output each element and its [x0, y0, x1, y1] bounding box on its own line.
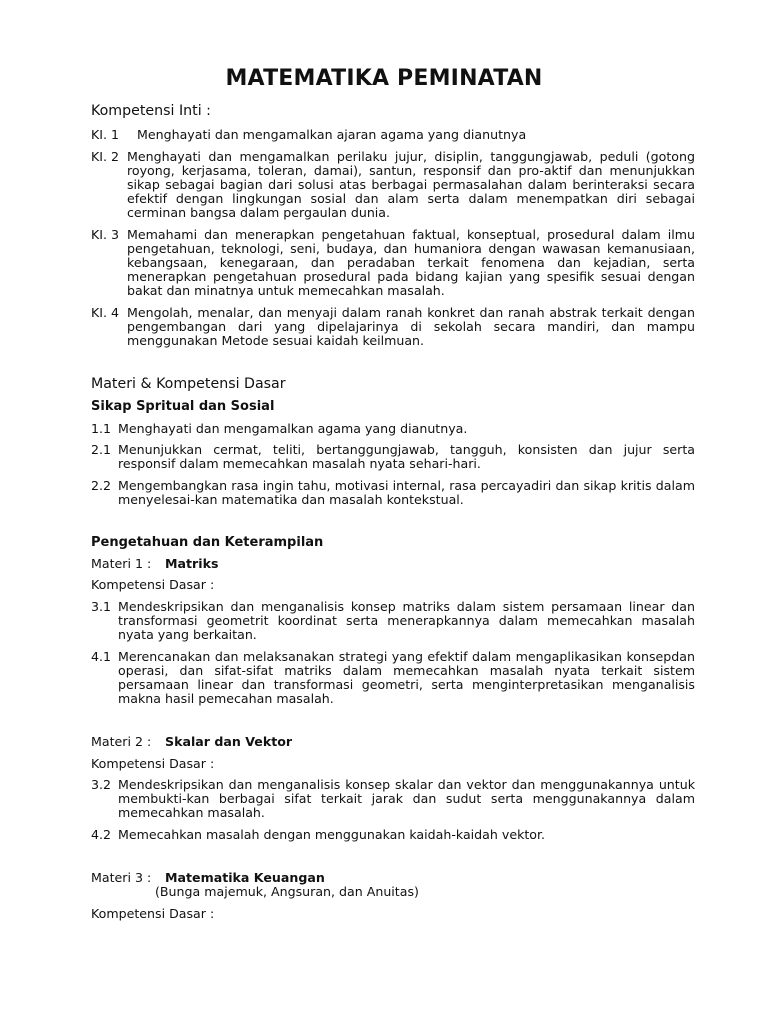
kd-text: Menunjukkan cermat, teliti, bertanggungjawab, tangguh, konsisten dan jujur serta responsif dalam memecahkan masalah nyata sehari-hari.	[118, 442, 695, 471]
kd-number: 2.1	[91, 442, 112, 457]
ki-number: KI. 4	[91, 305, 119, 320]
kd-number: 3.2	[91, 777, 112, 792]
materi-subtitle: (Bunga majemuk, Angsuran, dan Anuitas)	[155, 884, 419, 899]
materi-label: Materi 3 :	[91, 870, 152, 885]
sikap-heading: Sikap Spritual dan Sosial	[91, 399, 275, 414]
ki-number: KI. 3	[91, 227, 119, 242]
kd-text: Mendeskripsikan dan menganalisis konsep matriks dalam sistem persamaan linear dan transformasi geometrit koordinat serta menerapkannya dalam memecahkan masalah nyata yang berkaitan.	[118, 599, 695, 642]
materi-label: Materi 1 :	[91, 556, 152, 571]
ki-number: KI. 1	[91, 127, 119, 142]
kd-number: 1.1	[91, 421, 112, 436]
materi-name: Skalar dan Vektor	[165, 734, 293, 749]
ki-text: Menghayati dan mengamalkan ajaran agama yang dianutnya	[137, 127, 527, 142]
kd-text: Mengembangkan rasa ingin tahu, motivasi internal, rasa percayadiri dan sikap kritis dalam menyelesai-kan matematika dan masalah kontekstual.	[118, 478, 695, 507]
kompetensi-inti-heading: Kompetensi Inti :	[91, 103, 211, 119]
kd-text: Merencanakan dan melaksanakan strategi yang efektif dalam mengaplikasikan konsepdan operasi, dan sifat-sifat matriks dalam memecahkan masalah nyata terkait sistem persamaan linear dan transformasi geometri, serta menginterpretasikan menganalisis makna hasil pemecahan masalah.	[118, 649, 695, 706]
kd-text: Menghayati dan mengamalkan agama yang dianutnya.	[118, 421, 468, 436]
kd-text: Mendeskripsikan dan menganalisis konsep skalar dan vektor dan menggunakannya untuk membukti-kan berbagai sifat terkait jarak dan sudut serta menggunakannya dalam memecahkan masalah.	[118, 777, 695, 820]
ki-text: Menghayati dan mengamalkan perilaku jujur, disiplin, tanggungjawab, peduli (gotong royong, kerjasama, toleran, damai), santun, responsif dan pro-aktif dan menunjukkan sikap sebagai bagian dari solusi atas berbagai permasalahan dalam berinteraksi secara efektif dengan lingkungan sosial dan alam serta dalam menempatkan diri sebagai cerminan bangsa dalam pergaulan dunia.	[127, 149, 695, 220]
ki-text: Memahami dan menerapkan pengetahuan faktual, konseptual, prosedural dalam ilmu pengetahuan, teknologi, seni, budaya, dan humaniora dengan wawasan kemanusiaan, kebangsaan, kenegaraan, dan peradaban terkait fenomena dan kejadian, serta menerapkan pengetahuan prosedural pada bidang kajian yang spesifik sesuai dengan bakat dan minatnya untuk memecahkan masalah.	[127, 227, 695, 298]
ki-text: Mengolah, menalar, dan menyaji dalam ranah konkret dan ranah abstrak terkait dengan pengembangan dari yang dipelajarinya di sekolah secara mandiri, dan mampu menggunakan Metode sesuai kaidah keilmuan.	[127, 305, 695, 348]
ki-number: KI. 2	[91, 149, 119, 164]
kd-number: 4.1	[91, 649, 112, 664]
page-title: MATEMATIKA PEMINATAN	[225, 66, 543, 91]
materi-name: Matematika Keuangan	[165, 870, 325, 885]
kd-number: 3.1	[91, 599, 112, 614]
kd-label: Kompetensi Dasar :	[91, 906, 215, 921]
kd-label: Kompetensi Dasar :	[91, 577, 215, 592]
materi-kd-heading: Materi & Kompetensi Dasar	[91, 376, 286, 392]
pengetahuan-heading: Pengetahuan dan Keterampilan	[91, 535, 324, 550]
kd-label: Kompetensi Dasar :	[91, 756, 215, 771]
materi-label: Materi 2 :	[91, 734, 152, 749]
kd-number: 2.2	[91, 478, 112, 493]
kd-text: Memecahkan masalah dengan menggunakan kaidah-kaidah vektor.	[118, 827, 546, 842]
kd-number: 4.2	[91, 827, 112, 842]
materi-name: Matriks	[165, 556, 219, 571]
